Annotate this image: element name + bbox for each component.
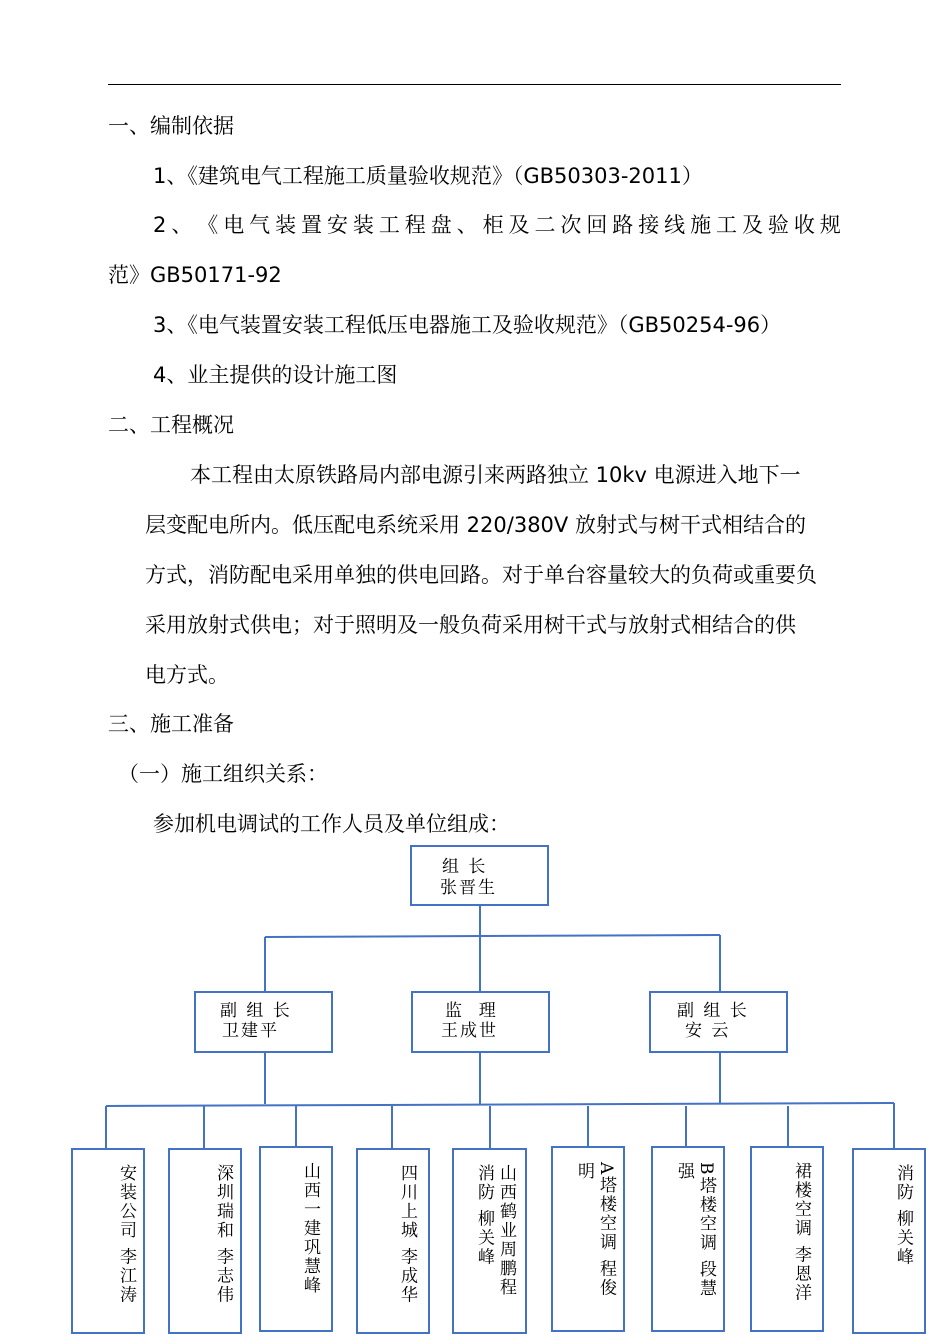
overview-line-3: 方式，消防配电采用单独的供电回路。对于单台容量较大的负荷或重要负	[145, 563, 817, 587]
unit-box-7	[651, 1146, 725, 1332]
unit-9-text: 消防 柳关峰	[893, 1164, 913, 1267]
header-rule	[108, 84, 841, 85]
unit-box-2	[168, 1148, 242, 1334]
unit-box-4	[356, 1148, 430, 1334]
overview-line-1: 本工程由太原铁路局内部电源引来两路独立 10kv 电源进入地下一	[190, 463, 801, 487]
unit-7-text: B塔楼空调 段慧 强	[674, 1162, 716, 1298]
org-intro: 参加机电调试的工作人员及单位组成：	[153, 812, 510, 836]
overview-line-4: 采用放射式供电；对于照明及一般负荷采用树干式与放射式相结合的供	[145, 613, 796, 637]
supervisor-name: 王成世	[441, 1021, 498, 1041]
unit-1-text: 安装公司 李江涛	[116, 1164, 136, 1305]
subsection-1-title: （一）施工组织关系：	[118, 762, 328, 786]
leader-box	[410, 845, 549, 906]
overview-line-5: 电方式。	[145, 663, 229, 687]
unit-box-8	[750, 1146, 824, 1332]
deputy-1-name: 卫建平	[222, 1021, 279, 1041]
unit-8-text: 裙楼空调 李恩洋	[791, 1162, 811, 1303]
reference-item-2: 2 、 《 电 气 装 置 安 装 工 程 盘 、 柜 及 二 次 回 路 接 线 施 工 及 验 收 规	[153, 213, 841, 237]
reference-item-4: 4、业主提供的设计施工图	[153, 363, 398, 387]
section-3-title: 三、施工准备	[108, 712, 234, 736]
supervisor-box	[411, 991, 550, 1053]
leader-name: 张晋生	[440, 878, 497, 898]
section-2-title: 二、工程概况	[108, 413, 234, 437]
org-chart	[0, 840, 950, 1344]
reference-item-2-cont: 范》GB50171-92	[108, 263, 282, 287]
unit-box-6	[551, 1146, 625, 1332]
reference-item-1: 1、《建筑电气工程施工质量验收规范》（GB50303-2011）	[153, 164, 703, 188]
unit-2-text: 深圳瑞和 李志伟	[213, 1164, 233, 1305]
deputy-2-role: 副 组 长	[677, 1001, 749, 1021]
deputy-box-1	[194, 991, 333, 1053]
unit-box-5	[452, 1148, 527, 1334]
reference-item-3: 3、《电气装置安装工程低压电器施工及验收规范》（GB50254-96）	[153, 313, 782, 337]
deputy-1-role: 副 组 长	[220, 1001, 292, 1021]
unit-box-1	[71, 1148, 145, 1334]
unit-box-3	[259, 1146, 333, 1332]
supervisor-role: 监 理	[445, 1001, 498, 1021]
unit-3-text: 山西一建巩慧峰	[300, 1162, 320, 1295]
deputy-2-name: 安 云	[685, 1021, 731, 1041]
unit-box-9	[852, 1148, 926, 1334]
deputy-box-2	[649, 991, 788, 1053]
unit-5-text: 山西鹤业周鹏程 消防 柳关峰	[474, 1164, 516, 1297]
unit-6-text: A塔楼空调 程俊 明	[574, 1162, 616, 1298]
overview-line-2: 层变配电所内。低压配电系统采用 220/380V 放射式与树干式相结合的	[145, 513, 806, 537]
leader-role: 组 长	[442, 857, 488, 877]
section-1-title: 一、编制依据	[108, 114, 234, 138]
unit-4-text: 四川上城 李成华	[397, 1164, 417, 1305]
